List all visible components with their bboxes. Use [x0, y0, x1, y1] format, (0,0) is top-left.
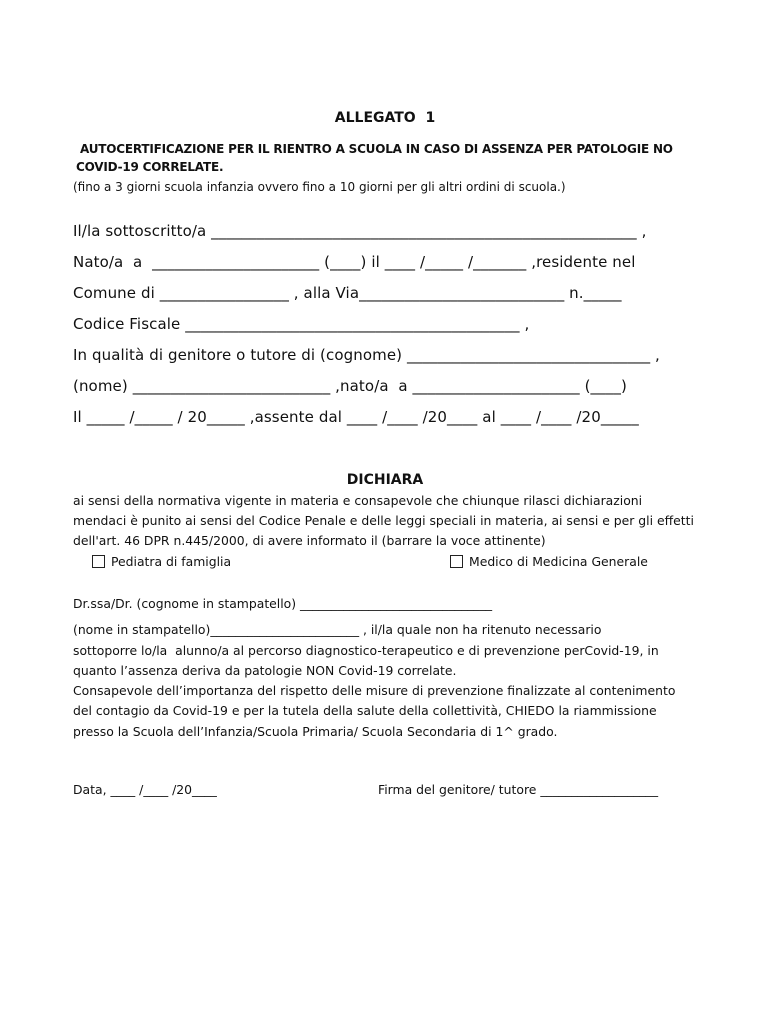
dichiara-title: DICHIARA	[346, 472, 424, 488]
medico-checkbox[interactable]	[450, 555, 463, 568]
document-title: ALLEGATO 1	[334, 110, 436, 126]
dichiara-line-2: mendaci è punito ai sensi del Codice Penale e delle leggi speciali in materia, ai sensi e per gli effetti	[73, 513, 694, 528]
option-pediatra[interactable]	[92, 554, 231, 569]
body-line-4: Consapevole dell’importanza del rispetto delle misure di prevenzione finalizzate al contenimento	[73, 683, 676, 698]
header-note: (fino a 3 giorni scuola infanzia ovvero fino a 10 giorni per gli altri ordini di scuola.)	[73, 180, 566, 194]
field-sottoscritto[interactable]: Il/la sottoscritto/a ________________________________________________________ ,	[73, 222, 647, 240]
body-line-1[interactable]: (nome in stampatello)________________________ , il/la quale non ha ritenuto necessario	[73, 622, 602, 637]
field-assenza-date[interactable]: Il _____ /_____ / 20_____ ,assente dal ____ /____ /20____ al ____ /____ /20_____	[73, 408, 639, 426]
field-nome[interactable]: (nome) __________________________ ,nato/a a ______________________ (____)	[73, 377, 627, 395]
pediatra-checkbox[interactable]	[92, 555, 105, 568]
header-line-1: AUTOCERTIFICAZIONE PER IL RIENTRO A SCUOLA IN CASO DI ASSENZA PER PATOLOGIE NO	[76, 142, 673, 156]
field-nato[interactable]: Nato/a a ______________________ (____) il ____ /_____ /_______ ,residente nel	[73, 253, 636, 271]
body-line-6: presso la Scuola dell’Infanzia/Scuola Primaria/ Scuola Secondaria di 1^ grado.	[73, 724, 558, 739]
pediatra-label: Pediatra di famiglia	[111, 554, 232, 569]
field-firma[interactable]: Firma del genitore/ tutore ___________________	[378, 782, 659, 797]
field-data[interactable]: Data, ____ /____ /20____	[73, 782, 217, 797]
field-codice-fiscale[interactable]: Codice Fiscale ____________________________________________ ,	[73, 315, 530, 333]
option-medico[interactable]	[450, 554, 648, 569]
header-line-2: COVID-19 CORRELATE.	[76, 160, 224, 174]
field-doctor-cognome[interactable]: Dr.ssa/Dr. (cognome in stampatello) _______________________________	[73, 596, 493, 611]
body-line-2: sottoporre lo/la alunno/a al percorso diagnostico-terapeutico e di prevenzione perCovid-19, in	[73, 643, 659, 658]
dichiara-line-1: ai sensi della normativa vigente in materia e consapevole che chiunque rilasci dichiarazioni	[73, 493, 643, 508]
dichiara-line-3: dell'art. 46 DPR n.445/2000, di avere informato il (barrare la voce attinente)	[73, 533, 546, 548]
medico-label: Medico di Medicina Generale	[469, 554, 648, 569]
field-genitore-cognome[interactable]: In qualità di genitore o tutore di (cognome) ________________________________ ,	[73, 346, 660, 364]
field-comune[interactable]: Comune di _________________ , alla Via___________________________ n._____	[73, 284, 622, 302]
body-line-3: quanto l’assenza deriva da patologie NON Covid-19 correlate.	[73, 663, 457, 678]
body-line-5: del contagio da Covid-19 e per la tutela della salute della collettività, CHIEDO la riammissione	[73, 703, 657, 718]
